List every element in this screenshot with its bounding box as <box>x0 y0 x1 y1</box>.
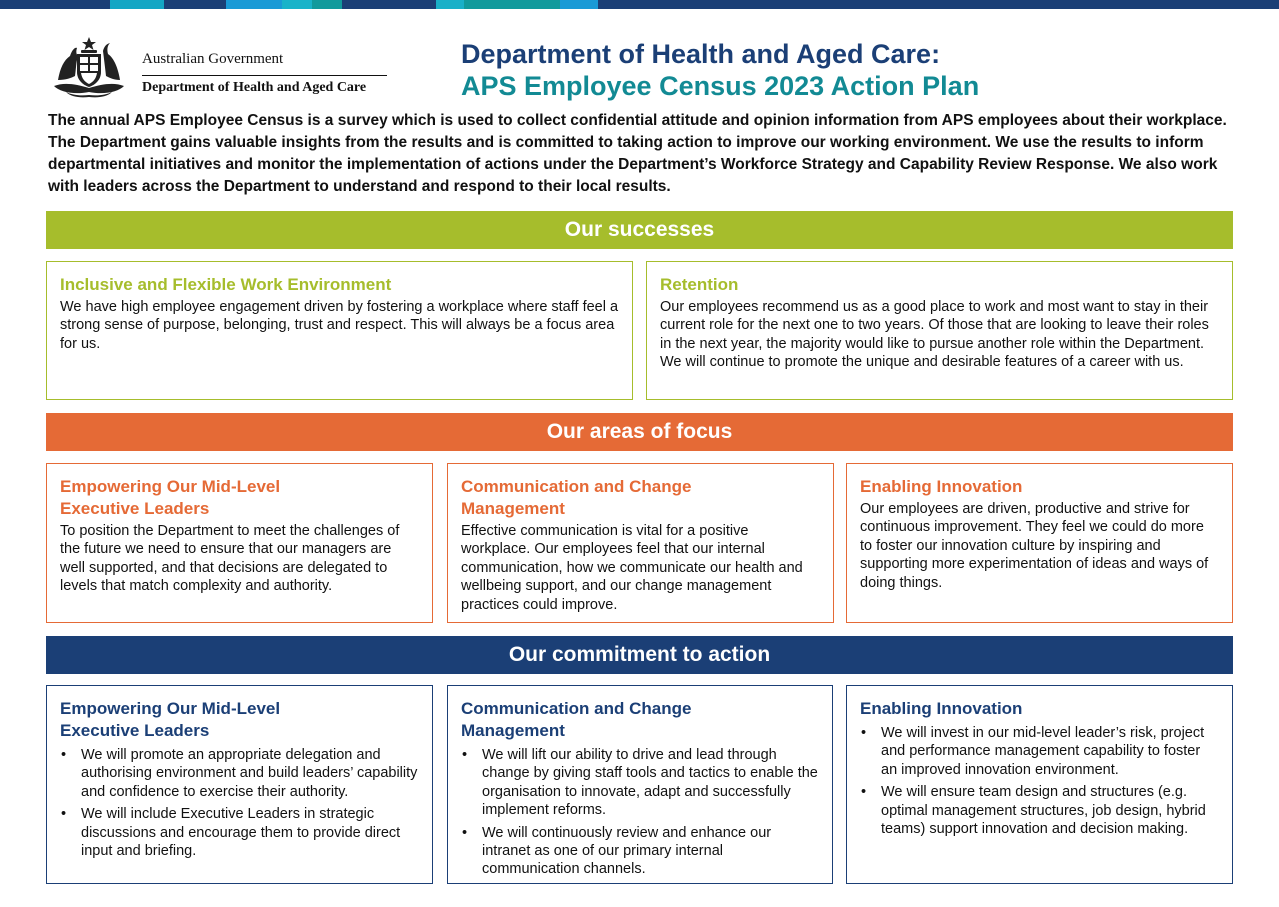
card-title: Enabling Innovation <box>860 699 1023 718</box>
list-item: • We will ensure team design and structures (e.g. optimal management structures, job design, hybrid teams) support innovation and decision making. <box>860 783 1219 838</box>
card-body: Our employees are driven, productive and strive for continuous improvement. They feel we could do more to foster our innovation culture by inspiring and supporting more experimentation of ideas and ways of doing things. <box>860 501 1209 591</box>
stripe-segment <box>464 0 560 9</box>
card-title-line: Management <box>461 721 565 740</box>
card-title <box>60 698 419 742</box>
commitment-heading: Our commitment to action <box>508 643 771 666</box>
page-title-line2: APS Employee Census 2023 Action Plan <box>461 71 980 101</box>
intro-paragraph: The annual APS Employee Census is a survey which is used to collect confidential attitude and opinion information from APS employees about their workplace. The Department gains valuable insights from the results and is committed to taking action to improve our working environment. We use the results to inform departmental initiatives and monitor the implementation of actions under the Department’s Workforce Strategy and Capability Review Response. We also work with leaders across the Department to understand and respond to their local results. <box>48 112 1227 195</box>
focus-card-innovation <box>846 463 1233 623</box>
department-label: Department of Health and Aged Care <box>142 80 367 95</box>
page-title-line1: Department of Health and Aged Care: <box>461 39 941 69</box>
focus-banner <box>46 413 1233 451</box>
stripe-segment <box>342 0 436 9</box>
stripe-segment <box>560 0 598 9</box>
bullet-list <box>461 746 819 879</box>
card-title-line: Executive Leaders <box>60 499 210 518</box>
list-item: • We will promote an appropriate delegation and authorising environment and build leaders’ capability and confidence to exercise their authority. <box>60 746 419 801</box>
list-item: • We will lift our ability to drive and lead through change by giving staff tools and tactics to enable the organisation to innovate, adapt and successfully implement reforms. <box>461 746 819 820</box>
stripe-segment <box>164 0 226 9</box>
list-item: • We will continuously review and enhance our intranet as one of our primary internal communication channels. <box>461 824 819 879</box>
stripe-segment <box>312 0 342 9</box>
card-title-line: Executive Leaders <box>60 721 210 740</box>
commitment-card-leaders <box>46 685 433 884</box>
commitment-card-innovation <box>846 685 1233 884</box>
commitment-card-communication <box>447 685 833 884</box>
card-title: Retention <box>660 275 739 294</box>
stripe-segment <box>0 0 110 9</box>
list-item: • We will invest in our mid-level leader’s risk, project and performance management capability to foster an improved innovation environment. <box>860 724 1219 779</box>
stripe-segment <box>436 0 464 9</box>
card-title <box>461 476 820 520</box>
top-color-stripe <box>0 0 1279 9</box>
successes-heading: Our successes <box>564 218 715 241</box>
card-title-line: Management <box>461 499 565 518</box>
stripe-segment <box>598 0 1279 9</box>
card-title-line: Communication and Change <box>461 699 692 718</box>
card-title <box>60 476 419 520</box>
commitment-banner <box>46 636 1233 674</box>
card-title-line: Empowering Our Mid-Level <box>60 477 281 496</box>
card-title-line: Communication and Change <box>461 477 692 496</box>
stripe-segment <box>282 0 312 9</box>
focus-heading: Our areas of focus <box>546 420 733 443</box>
card-title <box>461 698 819 742</box>
success-card-retention <box>646 261 1233 400</box>
logo-divider <box>142 75 387 76</box>
focus-card-communication <box>447 463 834 623</box>
focus-card-leaders <box>46 463 433 623</box>
bullet-list <box>860 724 1219 838</box>
stripe-segment <box>226 0 282 9</box>
card-body: Effective communication is vital for a positive workplace. Our employees feel that our internal communication, how we communicate our health and wellbeing support, and our change management practices could improve. <box>461 523 803 613</box>
card-title: Inclusive and Flexible Work Environment <box>60 275 392 294</box>
card-title-line: Empowering Our Mid-Level <box>60 699 281 718</box>
successes-banner <box>46 211 1233 249</box>
success-card-inclusive <box>46 261 633 400</box>
card-title: Enabling Innovation <box>860 477 1023 496</box>
coat-of-arms-icon <box>50 36 128 98</box>
bullet-list <box>60 746 419 860</box>
card-body: To position the Department to meet the challenges of the future we need to ensure that our managers are well supported, and that decisions are delegated to levels that match complexity and authority. <box>60 523 400 595</box>
card-body: Our employees recommend us as a good place to work and most want to stay in their current role for the next one to two years. Of those that are looking to leave their roles in the next year, the majority would like to pursue another role within the Department. We will continue to promote the unique and desirable features of a career with us. <box>660 299 1209 371</box>
government-logo <box>50 36 390 100</box>
card-body: We have high employee engagement driven by fostering a workplace where staff feel a strong sense of purpose, belonging, trust and respect. This will always be a focus area for us. <box>60 299 619 352</box>
australian-government-label: Australian Government <box>142 51 284 67</box>
stripe-segment <box>110 0 164 9</box>
list-item: • We will include Executive Leaders in strategic discussions and encourage them to provide direct input and briefing. <box>60 805 419 860</box>
